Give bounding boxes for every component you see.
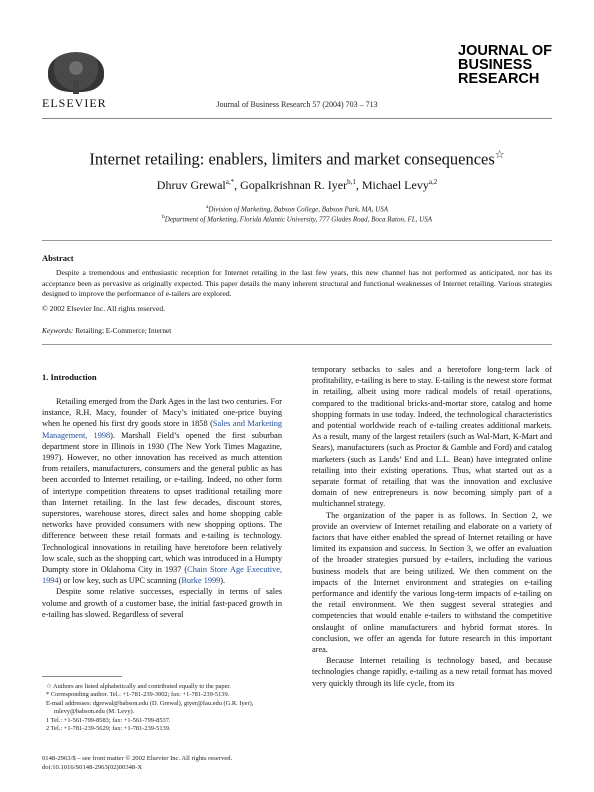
footnote-text: Authors are listed alphabetically and contributed equally to the paper.: [52, 683, 231, 690]
footnote: [42, 683, 282, 691]
affiliation: [0, 214, 594, 223]
footnote-divider: [42, 676, 122, 677]
affiliation-mark: b: [162, 214, 165, 220]
author-name: Dhruv Grewal: [156, 178, 226, 192]
journal-reference: Journal of Business Research 57 (2004) 703 – 713: [216, 100, 378, 109]
publisher-name: ELSEVIER: [42, 96, 107, 110]
front-matter-footer: [42, 754, 232, 772]
abstract-divider-top: [42, 240, 552, 241]
author-list: Dhruv Grewal$^{a,*}$, Gopalkrishnan R. Iyer$^{b,1}$, Michael Levy$^{a,2}$: [156, 178, 438, 192]
affiliation-text: Division of Marketing, Babson College, Babson Park, MA, USA: [208, 205, 389, 214]
affiliation-text: Department of Marketing, Florida Atlantic University, 777 Glades Road, Boca Raton, FL, USA: [164, 215, 432, 224]
footnote-text: Tel.: +1-781-239-5629; fax: +1-781-239-5139.: [50, 725, 171, 733]
footnote: [42, 717, 282, 725]
author-name: Michael Levy: [361, 178, 429, 192]
journal-logo-line: RESEARCH: [458, 71, 540, 87]
paragraph: The organization of the paper is as follows. In Section 2, we provide an overview of Internet retailing and elaborate on a variety of factors that have either enabled the spread of Internet retailing or have limited its expansion and success. In Section 3, we offer an evaluation of the broader strategies pursued by e-tailers, including the various business models that are being utilized. We then comment on the impacts of the Internet environment and strategies on e-tailing performance and identify the various long-term impacts of e-tailing on the retail environment. We then suggest several strategies and competencies that would enable e-tailers to withstand the competitive onslaught of online manufacturers and hybrid format stores. In conclusion, we offer an agenda for future research in this important area.: [312, 510, 552, 655]
title-text: Internet retailing: enablers, limiters and market consequences: [89, 149, 495, 169]
paragraph: Because Internet retailing is technology based, and because technologies change rapidly, e-tailing as a new retail format has moved very quickly through its life cycle, from its: [312, 656, 552, 688]
footnote-mark: ☆: [46, 683, 52, 690]
paragraph: [42, 396, 282, 586]
author-sup: b,1: [347, 178, 356, 186]
elsevier-tree-icon: [48, 52, 104, 92]
body-column-right: [312, 364, 552, 689]
footnote-mark: 2: [46, 725, 50, 733]
footnote-text: Corresponding author. Tel.: +1-781-239-3902; fax: +1-781-239-5139.: [50, 691, 230, 699]
journal-logo: [458, 44, 556, 86]
footnote: [42, 725, 282, 733]
citation-link[interactable]: Burke 1999: [181, 576, 221, 586]
paragraph: Despite some relative successes, especially in terms of sales volume and growth of a customer base, the initial fast-paced growth in e-tailing has slowed. Regardless of several: [42, 587, 282, 619]
author-sup: a,*: [225, 178, 235, 186]
keywords-text: Retailing; E-Commerce; Internet: [75, 326, 172, 335]
paragraph-text: Retailing emerged from the Dark Ages in the last two centuries. For instance, R.H. Macy, founder of Macy’s initiated one-price buying when he opened his first dry goods store in 1858 (: [42, 397, 282, 429]
affiliation: [0, 204, 594, 213]
footnote: [42, 691, 282, 699]
abstract-divider-bottom: [42, 344, 552, 345]
footnote-mark: *: [46, 691, 50, 699]
footnote-mark: 1: [46, 716, 50, 724]
footnote: [42, 700, 282, 717]
paragraph-text: ) or low key, such as UPC scanning (: [58, 576, 182, 586]
title-footnote-mark: ☆: [494, 149, 505, 161]
abstract-heading: Abstract: [42, 253, 74, 263]
footnote-text: E-mail addresses: dgrewal@babson.edu (D. Grewal), giyer@fau.edu (G.R. Iyer), mlevy@babson.edu (M. Levy).: [46, 699, 254, 716]
keywords: [42, 326, 171, 335]
journal-logo-line: JOURNAL OF: [458, 43, 552, 59]
issn-line: 0148-2963/$ – see front matter © 2002 Elsevier Inc. All rights reserved.: [42, 755, 233, 762]
header-divider: [42, 118, 552, 119]
doi-line: doi:10.1016/S0148-2963(02)00348-X: [42, 764, 143, 771]
abstract-text: Despite a tremendous and enthusiastic reception for Internet retailing in the last few years, this new channel has not performed as anticipated, nor has its acceptance been as pervasive as originally expected. This paper details the many inherent structural and functional weaknesses of Internet retailing. Various strategies designed to improve the performance of e-tailers are explored.: [42, 268, 552, 298]
body-column-left: [42, 396, 282, 620]
author-name: Gopalkrishnan R. Iyer: [240, 178, 348, 192]
citation-link[interactable]: Sales and Marketing Management, 1998: [42, 419, 282, 440]
author-sup: a,2: [428, 178, 438, 186]
journal-logo-line: BUSINESS: [458, 57, 533, 73]
section-heading: 1. Introduction: [42, 372, 97, 382]
footnotes: [42, 683, 282, 733]
paragraph: temporary setbacks to sales and a heretofore long-term lack of profitability, e-tailing is here to stay. E-tailing is the newest store format in retailing, albeit using more radical models of retail operations, compared to the traditional bricks-and-mortar store, catalog and home shopping formats in use today. Indeed, the technological characteristics and potential worldwide reach of e-tailing creates additional markets. As a result, many of the largest retailers (such as Wal-Mart, K-Mart and Sears), manufacturers (such as Proctor & Gamble and Ford) and catalog marketers (such as Lands’ End and L.L. Bean) have integrated online retailing into their existing operations. Thus, what started out as a separate format of retailing that was the innovation and exclusive domain of new entrepreneurs is now becoming simply part of a multichannel strategy.: [312, 365, 552, 509]
article-title: [0, 148, 594, 170]
abstract-copyright: © 2002 Elsevier Inc. All rights reserved.: [42, 304, 166, 313]
citation-link[interactable]: Chain Store Age Executive, 1994: [42, 565, 282, 586]
keywords-label: Keywords:: [42, 326, 74, 335]
paragraph-text: ). Marshall Field’s opened the first suburban department store in Illinois in 1930 (The New York Times Magazine, 1997). However, no other innovation has received as much attention from retailers, manufacturers, consumers and the general public as has been accorded to Internet retailing, or e-tailing. Indeed, no other form of intertype competition threatens to upset traditional retailing more than Internet retailing. In the last few decades, discount stores, superstores, warehouse stores, direct sales and home shopping cable networks have provided consumers with new shopping options. The difference between these retail formats and e-tailing is technology. Technological innovations in retailing have heretofore been relatively low scale, such as the shopping cart, which was introduced in a Humpty Dumpty store in Oklahoma City in 1937 (: [42, 430, 282, 575]
affiliation-mark: a: [205, 204, 209, 210]
footnote-text: Tel.: +1-561-799-8583; fax: +1-561-799-8537.: [50, 716, 171, 724]
paragraph-text: ).: [220, 576, 226, 586]
